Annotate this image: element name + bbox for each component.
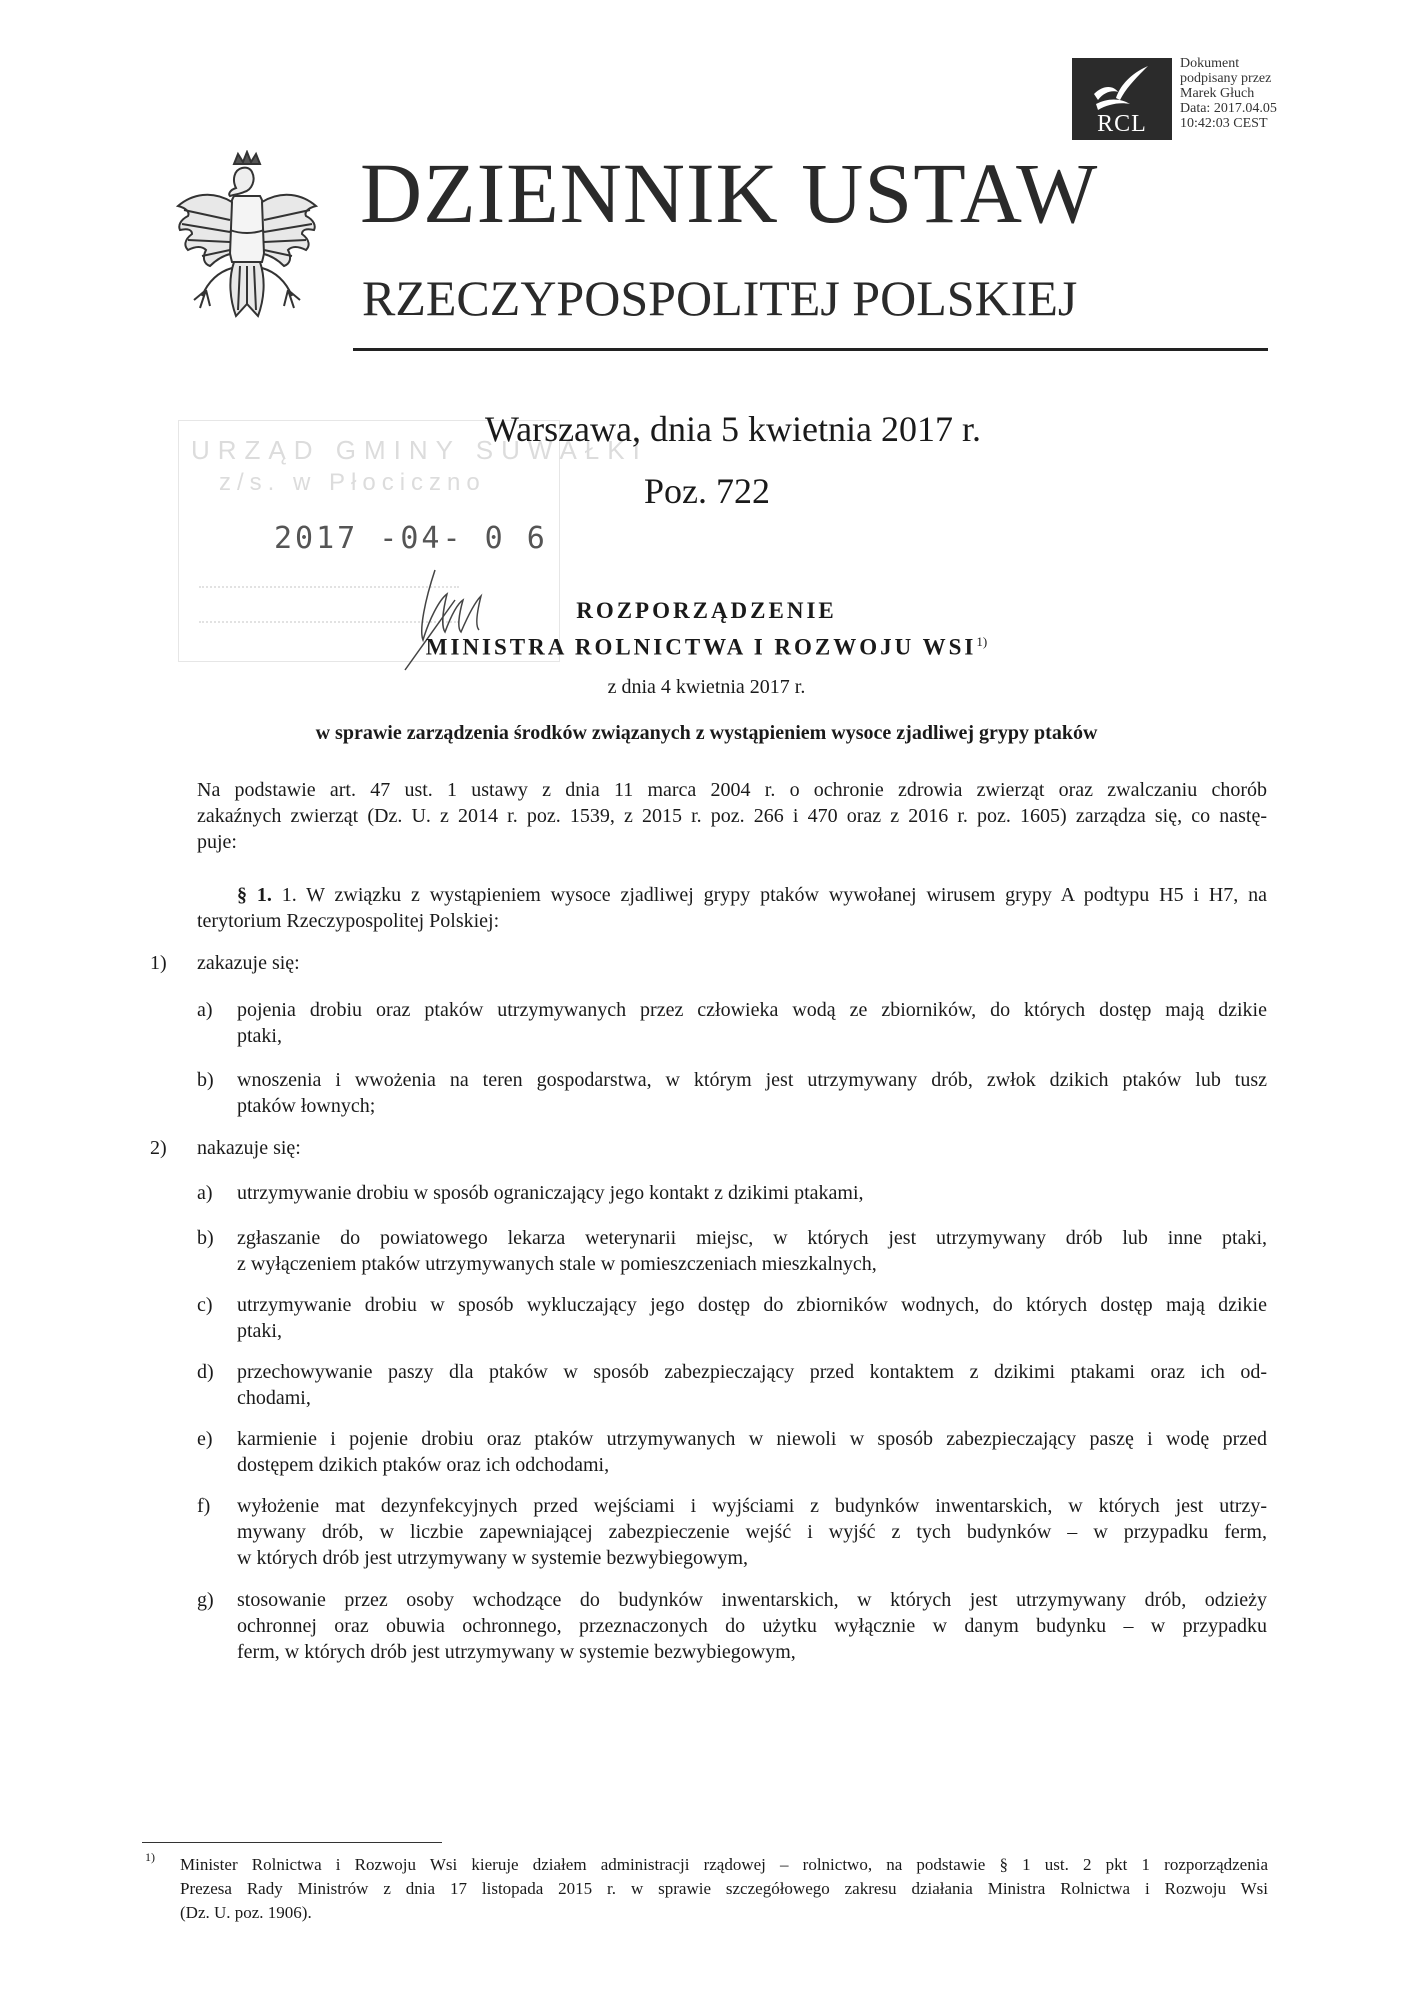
list-item-line: utrzymywanie drobiu w sposób wykluczający jego dostęp do zbiorników wodnych, do których dostęp mają dzikie [237, 1294, 1267, 1316]
list-item-line: ochronnej oraz obuwia ochronnego, przeznaczonych do użytku wyłącznie w danym budynku – w przypadku [237, 1615, 1267, 1637]
item-number: 2) [150, 1137, 167, 1159]
list-item [237, 997, 1267, 1049]
journal-subtitle: RZECZYPOSPOLITEJ POLSKIEJ [362, 270, 1078, 326]
act-type: ROZPORZĄDZENIE [576, 598, 837, 623]
act-author [0, 634, 1413, 661]
list-item-line: chodami, [237, 1387, 311, 1409]
subitem-letter: d) [197, 1361, 214, 1383]
rcl-signature-badge [1072, 58, 1172, 140]
list-item-line: wyłożenie mat dezynfekcyjnych przed wejściami i wyjściami z budynków inwentarskich, w których jest utrzy- [237, 1495, 1267, 1517]
subitem-letter: b) [197, 1069, 214, 1091]
stamp-office-location: z/s. w Płociczno [219, 469, 486, 496]
section-1-text: 1. W związku z wystąpieniem wysoce zjadliwej grypy ptaków wywołanej wirusem grypy A podtypu H5 i H7, na [281, 884, 1267, 906]
list-item [237, 1180, 1267, 1206]
footnote-line: Prezesa Rady Ministrów z dnia 17 listopada 2015 r. w sprawie szczegółowego zakresu działania Ministra Rolnictwa i Rozwoju Wsi [180, 1879, 1268, 1898]
list-item-line: w których drób jest utrzymywany w systemie bezwybiegowym, [237, 1547, 749, 1569]
list-item-line: zgłaszanie do powiatowego lekarza weterynarii miejsc, w których jest utrzymywany drób lub inne ptaki, [237, 1227, 1267, 1249]
section-1 [197, 882, 1267, 934]
preamble [197, 777, 1267, 855]
list-item [237, 1292, 1267, 1344]
journal-title: DZIENNIK USTAW [360, 145, 1099, 241]
rcl-logo-text: RCL [1097, 111, 1147, 137]
subitem-letter: g) [197, 1589, 214, 1611]
section-marker: § 1. [237, 884, 272, 906]
preamble-line: zakaźnych zwierząt (Dz. U. z 2014 r. poz. 1539, z 2015 r. poz. 266 i 470 oraz z 2016 r. poz. 1605) zarządza się, co nastę- [197, 805, 1267, 827]
footnote-line: (Dz. U. poz. 1906). [180, 1903, 312, 1922]
list-item-line: mywany drób, w liczbie zapewniającej zabezpieczenie wejść i wyjść z tych budynków – w przypadku ferm, [237, 1521, 1267, 1543]
list-item-line: dostępem dzikich ptaków oraz ich odchodami, [237, 1454, 610, 1476]
polish-eagle-emblem-icon [172, 150, 322, 340]
signature-line: Marek Głuch [1180, 86, 1255, 101]
item-text: nakazuje się: [197, 1137, 301, 1159]
list-item-line: stosowanie przez osoby wchodzące do budynków inwentarskich, w których jest utrzymywany drób, odzieży [237, 1589, 1267, 1611]
act-author-name: MINISTRA ROLNICTWA I ROZWOJU WSI [425, 634, 977, 660]
list-item [237, 1493, 1267, 1571]
list-item-line: utrzymywanie drobiu w sposób ograniczający jego kontakt z dzikimi ptakami, [237, 1182, 864, 1204]
list-item-line: karmienie i pojenie drobiu oraz ptaków utrzymywanych w niewoli w sposób zabezpieczający paszę i wodę przed [237, 1428, 1267, 1450]
preamble-line: puje: [197, 831, 237, 853]
list-item-line: ptaki, [237, 1320, 282, 1342]
item-number: 1) [150, 952, 167, 974]
quill-icon [1090, 64, 1154, 114]
list-item-line: ptaki, [237, 1025, 282, 1047]
act-date: z dnia 4 kwietnia 2017 r. [607, 676, 806, 698]
footnote-reference[interactable]: 1) [976, 634, 988, 649]
list-item [237, 1587, 1267, 1665]
signature-line: Data: 2017.04.05 [1180, 101, 1277, 116]
signature-line: podpisany przez [1180, 71, 1272, 86]
subitem-letter: a) [197, 1182, 213, 1204]
footnote-marker: 1) [145, 1850, 155, 1864]
item-text: zakazuje się: [197, 952, 300, 974]
stamp-date: 2017 -04- 0 6 [274, 521, 548, 556]
list-item [237, 1426, 1267, 1478]
footnote-divider [142, 1842, 442, 1843]
stamp-office-name: URZĄD GMINY SUWAŁKI [191, 435, 648, 465]
list-item-line: ptaków łownych; [237, 1095, 376, 1117]
list-item [237, 1067, 1267, 1119]
header-divider [353, 348, 1268, 351]
footnote-text [180, 1853, 1268, 1925]
list-item-line: ferm, w których drób jest utrzymywany w systemie bezwybiegowym, [237, 1641, 796, 1663]
list-item [237, 1359, 1267, 1411]
footnote-line: Minister Rolnictwa i Rozwoju Wsi kieruje działem administracji rządowej – rolnictwo, na podstawie § 1 ust. 2 pkt 1 rozporządzenia [180, 1855, 1268, 1874]
act-subject: w sprawie zarządzenia środków związanych z wystąpieniem wysoce zjadliwej grypy ptaków [315, 722, 1098, 744]
section-1-line [197, 882, 1267, 908]
subitem-letter: a) [197, 999, 213, 1021]
subitem-letter: f) [197, 1495, 211, 1517]
section-1-line: terytorium Rzeczypospolitej Polskiej: [197, 910, 500, 932]
list-item-line: pojenia drobiu oraz ptaków utrzymywanych przez człowieka wodą ze zbiorników, do których dostęp mają dzikie [237, 999, 1267, 1021]
publication-position: Poz. 722 [644, 471, 770, 511]
list-item-line: z wyłączeniem ptaków utrzymywanych stale w pomieszczeniach mieszkalnych, [237, 1253, 877, 1275]
list-item-line: wnoszenia i wwożenia na teren gospodarstwa, w którym jest utrzymywany drób, zwłok dzikich ptaków lub tusz [237, 1069, 1267, 1091]
list-item-line: przechowywanie paszy dla ptaków w sposób zabezpieczający przed kontaktem z dzikimi ptakami oraz ich od- [237, 1361, 1267, 1383]
preamble-line: Na podstawie art. 47 ust. 1 ustawy z dnia 11 marca 2004 r. o ochronie zdrowia zwierząt oraz zwalczaniu chorób [197, 779, 1267, 801]
subitem-letter: e) [197, 1428, 213, 1450]
signature-line: 10:42:03 CEST [1180, 116, 1268, 131]
publication-place-date: Warszawa, dnia 5 kwietnia 2017 r. [485, 409, 981, 449]
signature-info [1180, 56, 1290, 131]
list-item [237, 1225, 1267, 1277]
subitem-letter: c) [197, 1294, 213, 1316]
signature-line: Dokument [1180, 56, 1240, 71]
subitem-letter: b) [197, 1227, 214, 1249]
